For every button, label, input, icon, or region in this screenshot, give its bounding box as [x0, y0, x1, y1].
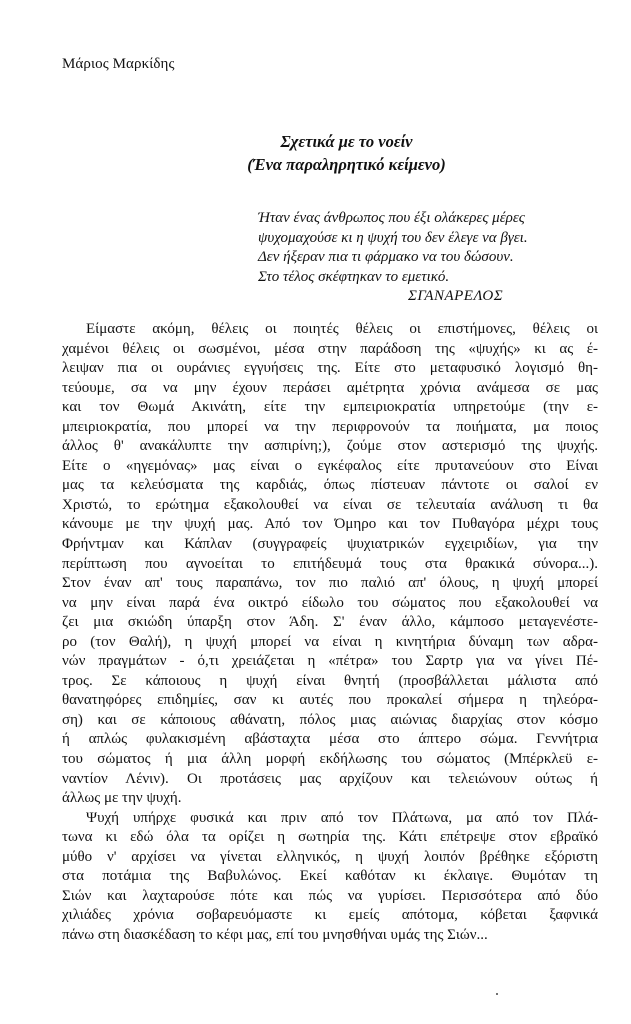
text-line: ρο (τον Θαλή), η ψυχή μπορεί να είναι η κινητήρια δύναμη των αδρα-: [62, 633, 598, 650]
epigraph: [258, 209, 598, 307]
text-line: Είμαστε ακόμη, θέλεις οι ποιητές θέλεις οι επιστήμονες, θέλεις οι: [86, 321, 598, 337]
text-line: ναντίον Λένιν). Οι προτάσεις μας αρχίζουν και τελειώνουν ούτως ή: [62, 770, 598, 787]
text-line: τωνα κι εδώ όλα τα ορίζει η σωτηρία της. Κάτι επέτρεψε στον εβραϊκό: [62, 829, 598, 846]
epigraph-line: ψυχομαχούσε κι η ψυχή του δεν έλεγε να βγει.: [258, 229, 528, 246]
text-line: ή απλώς φυλακισμένη αβάσταχτα μέσα στο άπτερο σώμα. Γεννήτρια: [62, 731, 598, 748]
title-block: [0, 130, 631, 176]
author-name: Μάριος Μαρκίδης: [62, 56, 175, 72]
text-line: θανατηφόρες επιδημίες, σαν κι αυτές που προκαλεί σήμερα η τηλεόρα-: [62, 692, 598, 709]
epigraph-line: Δεν ήξεραν πια τι φάρμακο να του δώσουν.: [258, 249, 514, 265]
paragraph: [62, 809, 598, 946]
text-line: τρος. Σε κάποιους η ψυχή είναι θνητή (προσβάλλεται μάλιστα από: [62, 672, 598, 689]
text-line: ση) και σε κάποιους αθάνατη, πόλος μιας αιώνιας διαρχίας στον κόσμο: [62, 711, 598, 728]
text-line: Ψυχή υπήρχε φυσικά και πριν από τον Πλάτωνα, μα από τον Πλά-: [86, 809, 598, 826]
text-line: άλλως με την ψυχή.: [62, 790, 182, 807]
text-line: ζει μια σκιώδη ύπαρξη στον Άδη. Σ' έναν άλλο, κάμποσο μεταγενέστε-: [62, 614, 598, 631]
text-line: περίπτωση που αγνοείται το επιτήδευμά τους στα θρακικά σύνορα...).: [62, 555, 598, 572]
scan-speck: [496, 993, 498, 995]
page-title: Σχετικά με το νοείν: [280, 132, 413, 151]
epigraph-signature: ΣΓΑΝΑΡΕΛΟΣ: [408, 288, 504, 304]
page-subtitle: (Ένα παραληρητικό κείμενο): [247, 155, 446, 174]
text-line: πάνω στη διασκέδαση το κέφι μας, επί του μνησθήναι υμάς της Σιών...: [62, 926, 488, 943]
text-line: άλλος θ' ανακάλυπτε την ασπιρίνη;), ζούμε στον αστερισμό της ψυχής.: [62, 438, 598, 455]
epigraph-line: Ήταν ένας άνθρωπος που έξι ολάκερες μέρες: [258, 210, 525, 226]
text-line: στα ποτάμια της Βαβυλώνος. Εκεί καθόταν κι έκλαιγε. Θυμόταν τη: [62, 868, 598, 885]
text-line: και τον Θωμά Ακινάτη, είτε την εμπειριοκρατία υπηρετούμε (την ε-: [62, 399, 598, 416]
text-line: Φρήντμαν και Κάπλαν (συγγραφείς ψυχιατρικών εγχειριδίων, για την: [62, 536, 598, 553]
text-line: χαμένοι θέλεις οι σωσμένοι, μέσα στην παράδοση της «ψυχής» κι ας έ-: [62, 340, 598, 357]
epigraph-line: Στο τέλος σκέφτηκαν το εμετικό.: [258, 268, 450, 285]
text-line: Είτε ο «ηγεμόνας» μας είναι ο εγκέφαλος είτε πρυτανεύουν στο Είναι: [62, 457, 598, 474]
paragraph: [62, 320, 598, 809]
text-line: να μην είναι παρά ένα οικτρό είδωλο του σώματος που εξακολουθεί να: [62, 594, 598, 611]
text-line: Στον έναν απ' τους παραπάνω, τον πιο παλιό απ' όλους, η ψυχή μπορεί: [62, 575, 598, 592]
text-line: τεύουμε, σα να μην έχουν περάσει αμέτρητα χρόνια ανάμεσα σε μας: [62, 379, 598, 396]
text-line: νών πραγμάτων - ό,τι χρειάζεται η «πέτρα» του Σαρτρ για να γίνει Πέ-: [62, 653, 598, 670]
text-line: του σώματος ή μια άλλη μορφή εκδήλωσης του σώματος (Μπέρκλεϋ ε-: [62, 751, 598, 768]
text-line: μύθο ν' αρχίσει να γίνεται ελληνικός, η ψυχή λοιπόν βρέθηκε εξόριστη: [62, 848, 598, 865]
body-text: [62, 320, 598, 946]
text-line: μπειριοκρατία, που μπορεί να την περιφρονούν τα ποιήματα, μα ποιος: [62, 418, 598, 435]
text-line: Χριστώ, το ερώτημα εξακολουθεί να είναι σε τελευταία ανάλυση τι θα: [62, 496, 598, 513]
text-line: Σιών και λαχταρούσε πότε και πώς να γυρίσει. Περισσότερα από δύο: [62, 887, 598, 904]
text-line: λειψαν πια οι ουράνιες εγγυήσεις της. Είτε στο μεταφυσικό λογισμό θη-: [62, 360, 598, 377]
text-line: μας τα κελεύσματα της καρδιάς, όπως πίστευαν πάντοτε οι σαλοί εν: [62, 477, 598, 494]
text-line: κάνουμε με την ψυχή μας. Από τον Όμηρο και τον Πυθαγόρα μέχρι τους: [62, 516, 598, 533]
text-line: χιλιάδες χρόνια σοβαρευόμαστε κι εμείς απότομα, κόβεται ξαφνικά: [62, 907, 598, 924]
